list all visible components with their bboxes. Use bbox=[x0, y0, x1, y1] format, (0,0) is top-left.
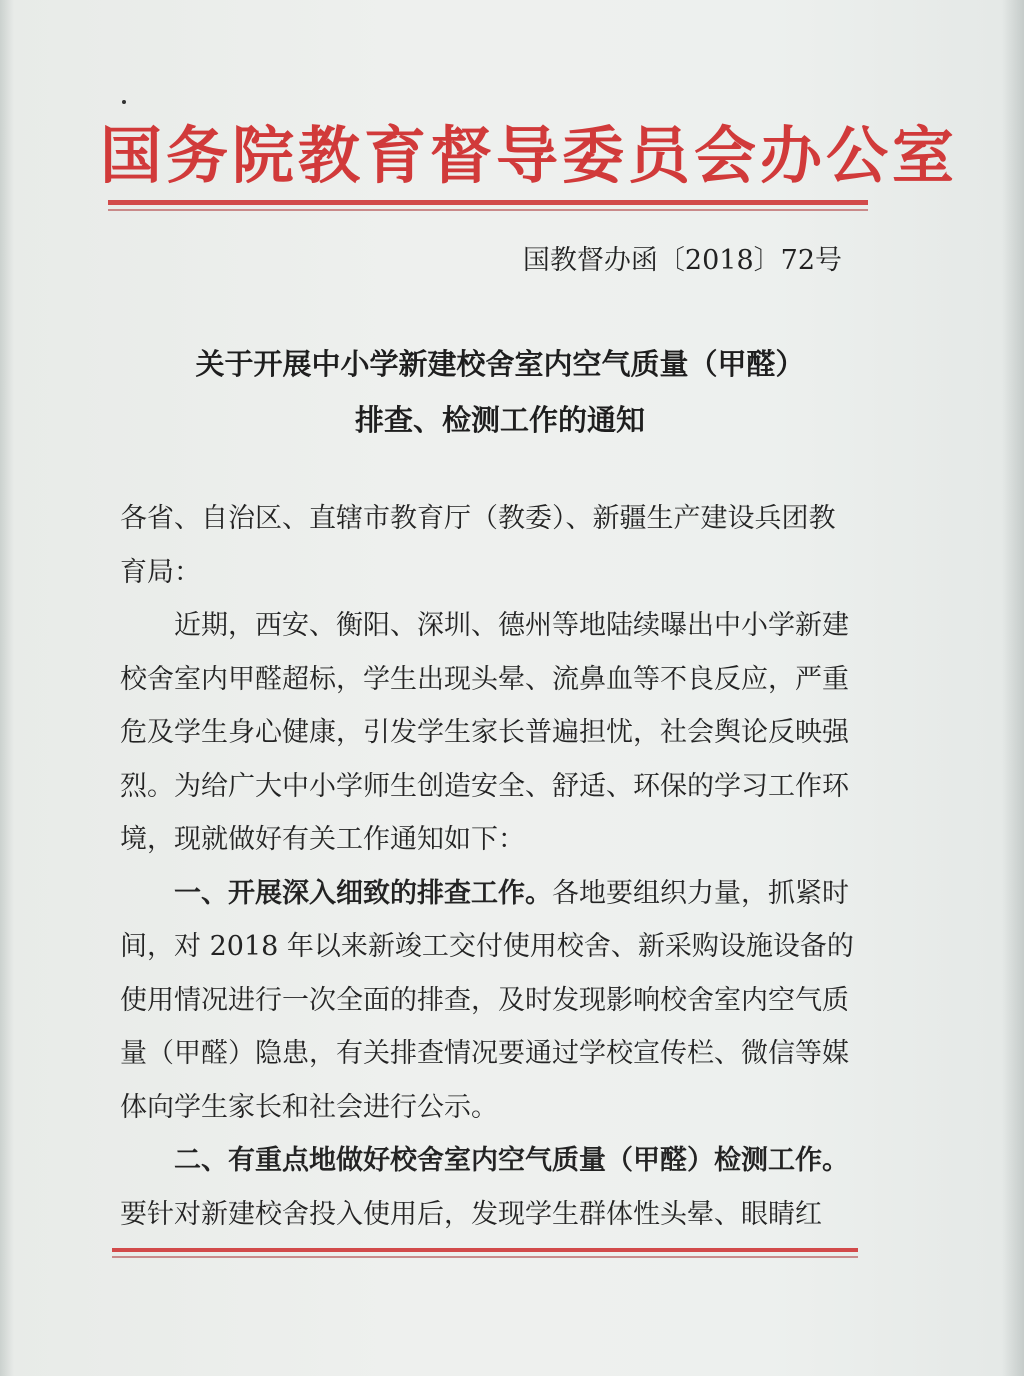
document-body bbox=[120, 492, 860, 1241]
section2-heading: 二、有重点地做好校舍室内空气质量（甲醛）检测工作。 bbox=[174, 1145, 849, 1176]
paragraph-intro: 近期，西安、衡阳、深圳、德州等地陆续曝出中小学新建校舍室内甲醛超标，学生出现头晕、流鼻血等不良反应，严重危及学生身心健康，引发学生家长普遍担忧，社会舆论反映强烈。为给广大中小学师生创造安全、舒适、环保的学习工作环境，现就做好有关工作通知如下： bbox=[120, 610, 849, 855]
section1-text: 各地要组织力量，抓紧时间，对 2018 年以来新竣工交付使用校舍、新采购设施设备的使用情况进行一次全面的排查，及时发现影响校舍室内空气质量（甲醛）隐患，有关排查情况要通过学校宣传栏、微信等媒体向学生家长和社会进行公示。 bbox=[120, 877, 854, 1123]
section1-heading: 一、开展深入细致的排查工作。 bbox=[174, 877, 552, 909]
notice-title-line1: 关于开展中小学新建校舍室内空气质量（甲醛） bbox=[195, 347, 805, 381]
section2-text: 要针对新建校舍投入使用后，发现学生群体性头晕、眼睛红 bbox=[120, 1198, 822, 1230]
paragraph-section2 bbox=[120, 1134, 860, 1241]
letterhead-red-rule bbox=[108, 200, 868, 205]
notice-title-line2: 排查、检测工作的通知 bbox=[354, 403, 645, 437]
page-right-shadow bbox=[1002, 0, 1024, 1376]
footer-red-rule bbox=[112, 1248, 858, 1252]
footer-red-rule-thin bbox=[112, 1256, 858, 1258]
letterhead-title: 国务院教育督导委员会办公室 bbox=[100, 119, 959, 192]
letterhead-red-rule-thin bbox=[108, 209, 868, 211]
page-left-shadow bbox=[0, 0, 14, 1376]
salutation: 各省、自治区、直辖市教育厅（教委）、新疆生产建设兵团教育局： bbox=[120, 503, 836, 588]
paragraph-section1 bbox=[120, 867, 860, 1135]
document-number: 国教督办函〔2018〕72号 bbox=[522, 245, 842, 276]
speck-mark bbox=[122, 100, 126, 104]
